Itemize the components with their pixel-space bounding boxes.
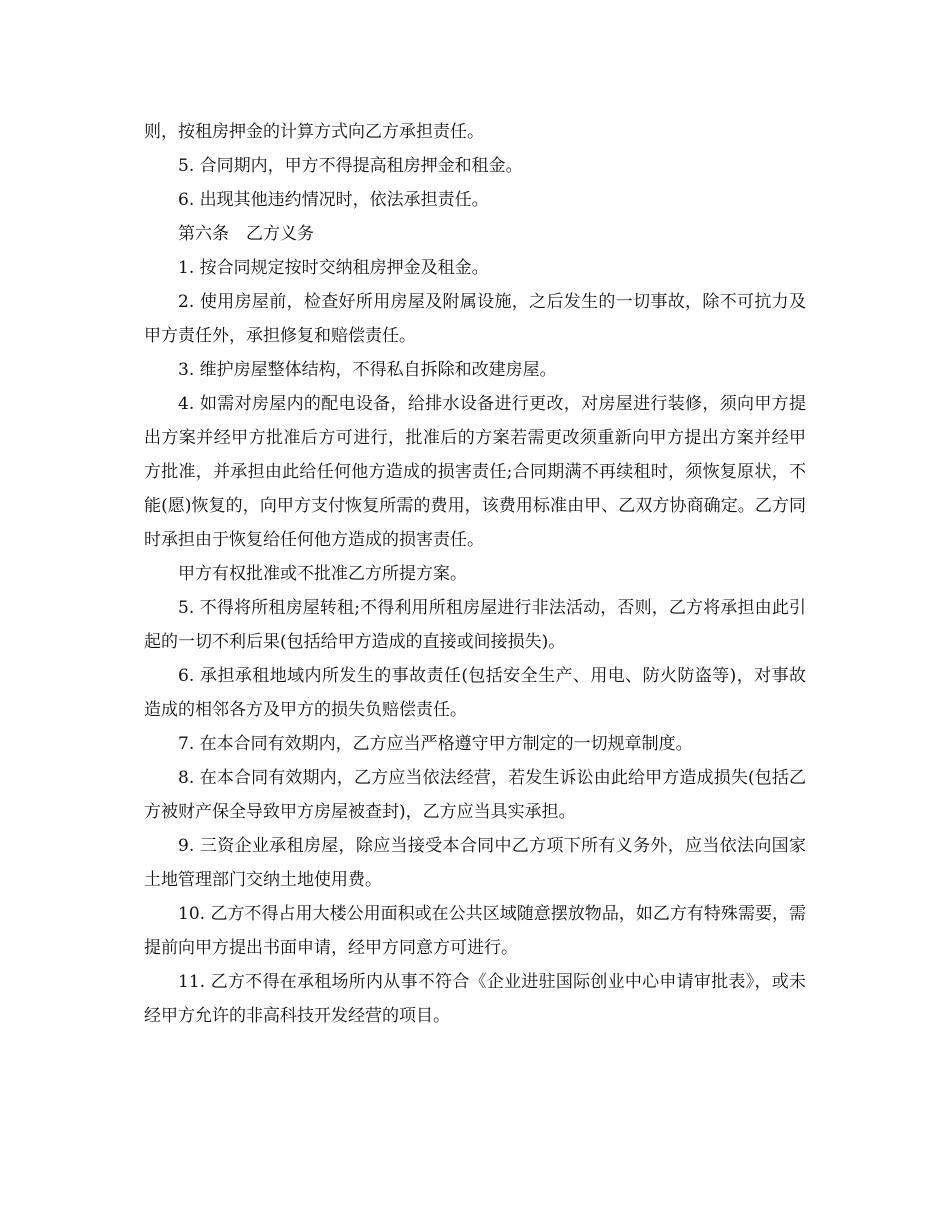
paragraph: 3. 维护房屋整体结构，不得私自拆除和改建房屋。: [178, 360, 557, 380]
paragraph: 6. 承担承租地域内所发生的事故责任(包括安全生产、用电、防火防盗等)，对事故造成的相邻各方及甲方的损失负赔偿责任。: [144, 666, 806, 720]
paragraph: 10. 乙方不得占用大楼公用面积或在公共区域随意摆放物品，如乙方有特殊需要，需提前向甲方提出书面申请，经甲方同意方可进行。: [144, 904, 806, 958]
paragraph: 1. 按合同规定按时交纳租房押金及租金。: [178, 258, 489, 278]
paragraph: 11. 乙方不得在承租场所内从事不符合《企业进驻国际创业中心申请审批表》，或未经甲方允许的非高科技开发经营的项目。: [144, 972, 806, 1026]
paragraph: 2. 使用房屋前，检查好所用房屋及附属设施，之后发生的一切事故，除不可抗力及甲方责任外，承担修复和赔偿责任。: [144, 292, 806, 346]
paragraph: 9. 三资企业承租房屋，除应当接受本合同中乙方项下所有义务外，应当依法向国家土地管理部门交纳土地使用费。: [144, 836, 806, 890]
section-heading: 第六条 乙方义务: [178, 224, 314, 244]
paragraph: 7. 在本合同有效期内，乙方应当严格遵守甲方制定的一切规章制度。: [178, 734, 693, 754]
paragraph: 5. 合同期内，甲方不得提高租房押金和租金。: [178, 156, 523, 176]
paragraph: 8. 在本合同有效期内，乙方应当依法经营，若发生诉讼由此给甲方造成损失(包括乙方被财产保全导致甲方房屋被查封)，乙方应当具实承担。: [144, 768, 806, 822]
paragraph: 6. 出现其他违约情况时，依法承担责任。: [178, 190, 489, 210]
paragraph: 4. 如需对房屋内的配电设备，给排水设备进行更改，对房屋进行装修，须向甲方提出方案并经甲方批准后方可进行，批准后的方案若需更改须重新向甲方提出方案并经甲方批准，并承担由此给任何他方造成的损害责任;合同期满不再续租时，须恢复原状，不能(愿)恢复的，向甲方支付恢复所需的费用，该费用标准由甲、乙双方协商确定。乙方同时承担由于恢复给任何他方造成的损害责任。: [144, 394, 806, 550]
paragraph: 5. 不得将所租房屋转租;不得利用所租房屋进行非法活动，否则，乙方将承担由此引起的一切不利后果(包括给甲方造成的直接或间接损失)。: [144, 598, 806, 652]
document-body: [144, 115, 806, 1033]
paragraph: 则，按租房押金的计算方式向乙方承担责任。: [144, 122, 484, 142]
paragraph: 甲方有权批准或不批准乙方所提方案。: [178, 564, 467, 584]
